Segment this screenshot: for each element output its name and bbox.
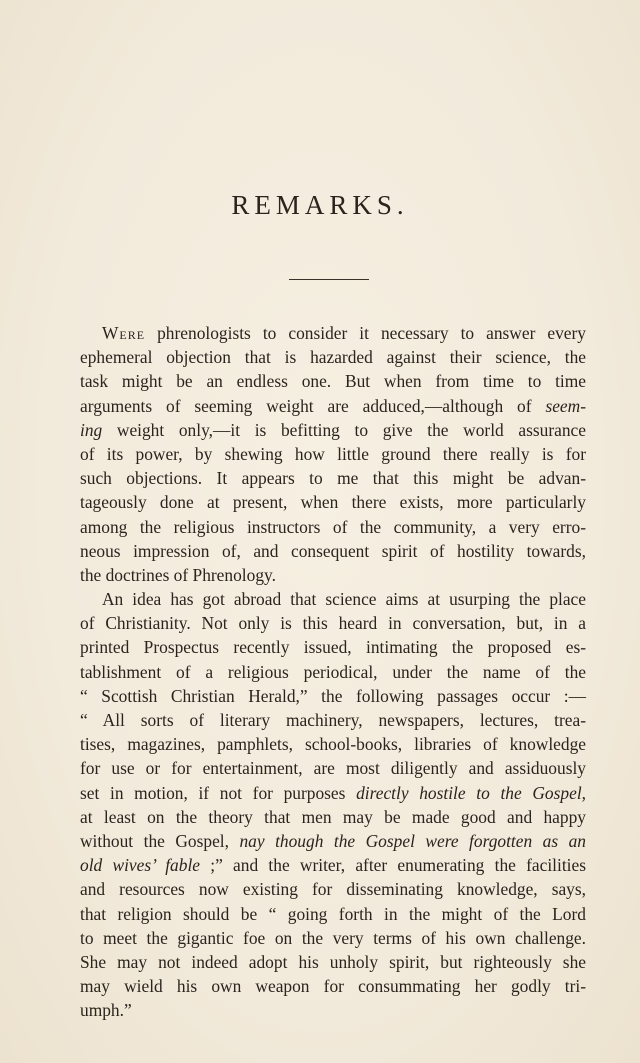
text-line: [80, 829, 586, 853]
text-line: [80, 781, 586, 805]
text-run: that religion should be “ going forth in the might of the Lord: [80, 903, 586, 924]
text-line: [80, 563, 586, 587]
text-run: ephemeral objection that is hazarded against their science, the: [80, 347, 586, 368]
text-line: [80, 998, 586, 1022]
text-run: tises, magazines, pamphlets, school-books, libraries of knowledge: [80, 734, 586, 755]
text-line: [80, 732, 586, 756]
text-run: of its power, by shewing how little ground there really is for: [80, 443, 586, 464]
text-line: [80, 635, 586, 659]
text-run: umph.”: [80, 1000, 132, 1021]
body-text: [80, 321, 586, 1022]
text-line: [80, 587, 586, 611]
text-line: [80, 660, 586, 684]
text-line: [80, 418, 586, 442]
text-run: An idea has got abroad that science aims at usurping the place: [102, 589, 586, 610]
italic-text: seem-: [545, 395, 586, 416]
text-run: such objections. It appears to me that this might be advan-: [80, 468, 586, 489]
text-line: [80, 394, 586, 418]
heading-rule: [289, 279, 369, 280]
text-run: and resources now existing for disseminating knowledge, says,: [80, 879, 586, 900]
text-line: [80, 611, 586, 635]
page-heading: REMARKS.: [231, 190, 409, 220]
italic-text: directly hostile to the Gospel,: [356, 782, 586, 803]
text-line: [80, 926, 586, 950]
text-line: [80, 805, 586, 829]
text-run: task might be an endless one. But when from time to time: [80, 371, 586, 392]
text-run: ;” and the writer, after enumerating the facilities: [200, 855, 586, 876]
text-line: [80, 515, 586, 539]
text-run: “ Scottish Christian Herald,” the following passages occur :—: [80, 685, 586, 706]
text-run: printed Prospectus recently issued, intimating the proposed es-: [80, 637, 586, 658]
text-run: tageously done at present, when there exists, more particularly: [80, 492, 586, 513]
italic-text: ing: [80, 419, 103, 440]
text-run: “ All sorts of literary machinery, newspapers, lectures, trea-: [80, 710, 586, 730]
text-run: at least on the theory that men may be made good and happy: [80, 806, 586, 827]
text-run: She may not indeed adopt his unholy spirit, but righteously she: [80, 951, 586, 972]
text-line: [80, 974, 586, 998]
text-run: among the religious instructors of the community, a very erro-: [80, 516, 586, 537]
text-run: neous impression of, and consequent spirit of hostility towards,: [80, 540, 586, 561]
text-run: tablishment of a religious periodical, under the name of the: [80, 661, 586, 682]
text-run: the doctrines of Phrenology.: [80, 564, 276, 585]
text-run: to meet the gigantic foe on the very terms of his own challenge.: [80, 927, 586, 948]
text-line: [80, 539, 586, 563]
text-line: [80, 902, 586, 926]
text-run: may wield his own weapon for consummating her godly tri-: [80, 976, 586, 997]
text-line: [80, 853, 586, 877]
text-run: weight only,—it is befitting to give the world assurance: [102, 419, 586, 440]
text-line: [80, 684, 586, 708]
text-run: for use or for entertainment, are most diligently and assiduously: [80, 758, 586, 779]
italic-text: nay though the Gospel were forgotten as an: [239, 830, 586, 851]
text-line: [80, 756, 586, 780]
text-run: phrenologists to consider it necessary to answer every: [145, 323, 586, 343]
text-line: [80, 321, 586, 345]
text-line: [80, 490, 586, 514]
text-line: [80, 345, 586, 369]
text-line: [80, 466, 586, 490]
text-run: of Christianity. Not only is this heard in conversation, but, in a: [80, 613, 586, 634]
small-caps-text: Were: [102, 323, 146, 343]
text-line: [80, 950, 586, 974]
text-run: set in motion, if not for purposes: [80, 782, 357, 803]
text-run: arguments of seeming weight are adduced,—although of: [80, 395, 546, 416]
text-line: [80, 442, 586, 466]
text-line: [80, 708, 586, 732]
italic-text: old wives’ fable: [80, 855, 200, 876]
text-line: [80, 877, 586, 901]
text-run: without the Gospel,: [80, 830, 240, 851]
text-line: [80, 369, 586, 393]
